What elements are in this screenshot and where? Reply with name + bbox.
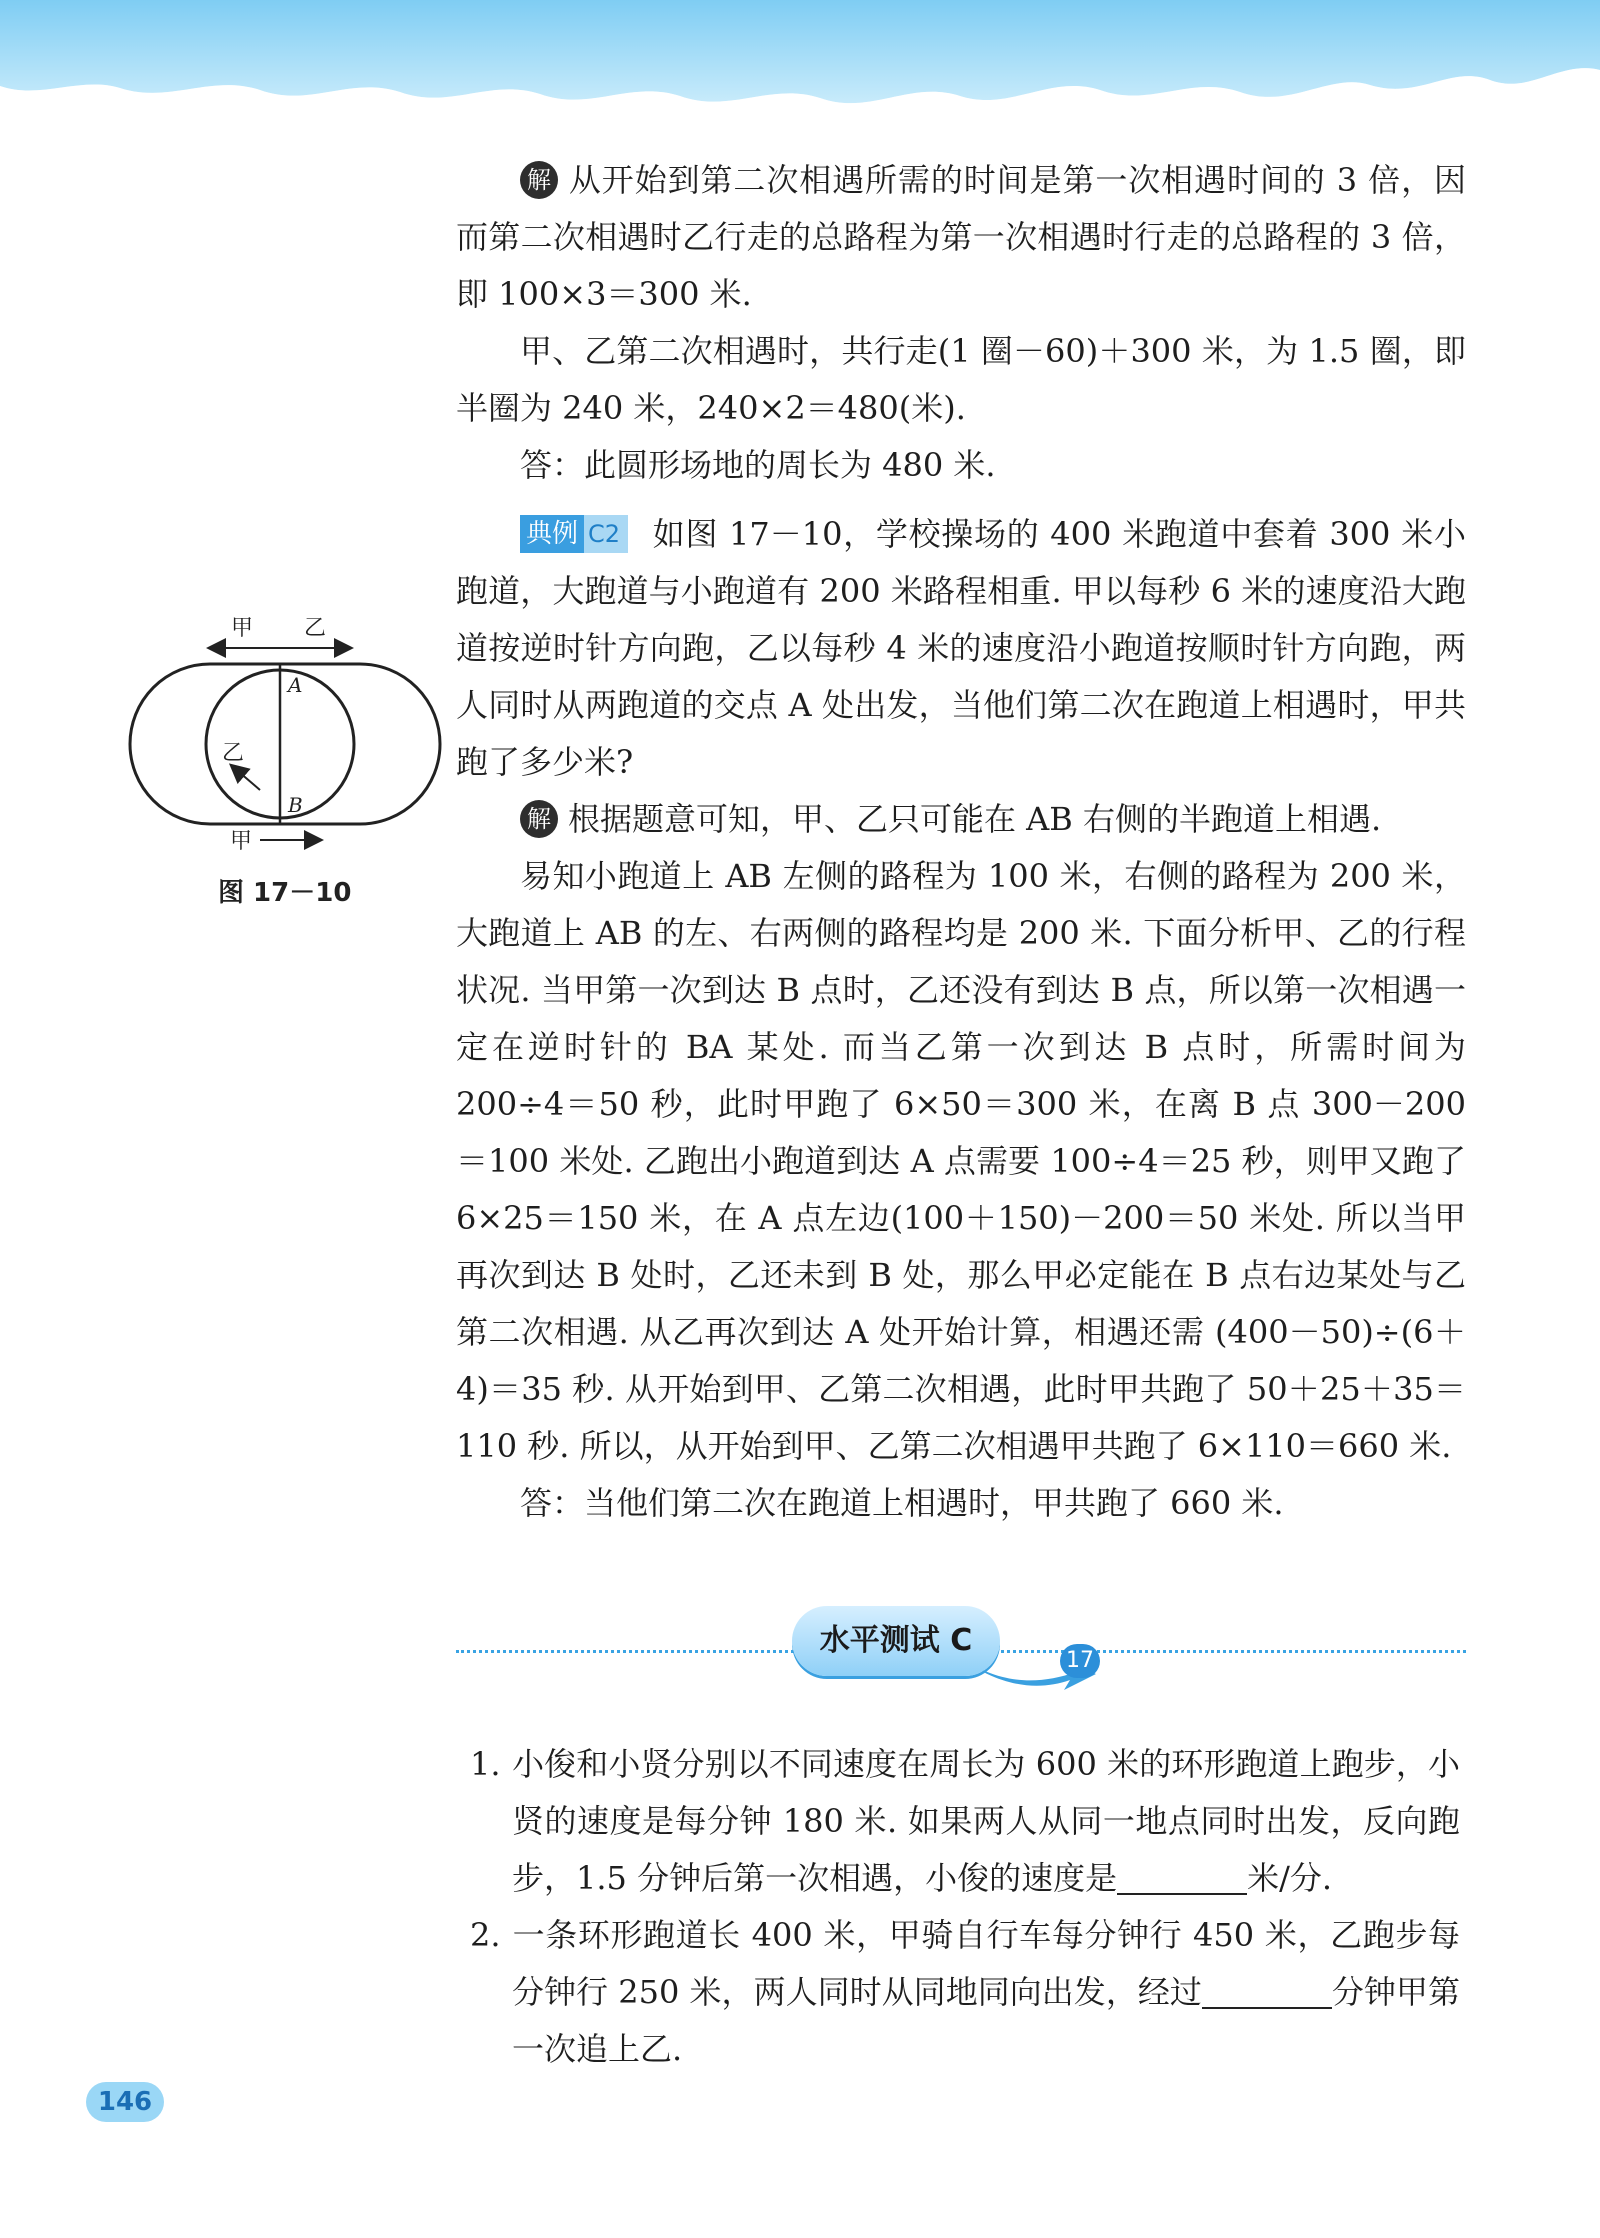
top-solution-answer: 答：此圆形场地的周长为 480 米. xyxy=(520,446,996,484)
main-content xyxy=(456,152,1466,1532)
example-label: 典例 xyxy=(520,515,584,553)
question-1-blank[interactable] xyxy=(1117,1863,1247,1895)
question-1-text: 小俊和小贤分别以不同速度在周长为 600 米的环形跑道上跑步，小贤的速度是每分钟 180 米. 如果两人从同一地点同时出发，反向跑步，1.5 分钟后第一次相遇，小俊的速度是 xyxy=(512,1745,1460,1897)
top-solution-p2: 甲、乙第二次相遇时，共行走(1 圈－60)＋300 米，为 1.5 圈，即半圈为 240 米，240×2＝480(米). xyxy=(456,332,1466,427)
arrow-yi-inner xyxy=(232,766,260,790)
question-2 xyxy=(470,1907,1460,2078)
solution-badge: 解 xyxy=(520,161,558,199)
question-2-text: 一条环形跑道长 400 米，甲骑自行车每分钟行 450 米，乙跑步每分钟行 250 米，两人同时从同地同向出发，经过 xyxy=(512,1916,1460,2011)
label-yi-inner: 乙 xyxy=(222,741,245,766)
example-solution-answer: 答：当他们第二次在跑道上相遇时，甲共跑了 660 米. xyxy=(520,1484,1284,1522)
label-jia-bottom: 甲 xyxy=(230,829,253,854)
example-text: 如图 17－10，学校操场的 400 米跑道中套着 300 米小跑道，大跑道与小跑道有 200 米路程相重. 甲以每秒 6 米的速度沿大跑道按逆时针方向跑，乙以每秒 4 米的速度沿小跑道按顺时针方向跑，两人同时从两跑道的交点 A 处出发，当他们第二次在跑道上相遇时，甲共跑了多少米? xyxy=(456,515,1466,781)
question-2-blank[interactable] xyxy=(1202,1977,1332,2009)
question-1-number: 1. xyxy=(470,1745,501,1783)
example-solution-p1-text: 根据题意可知，甲、乙只可能在 AB 右侧的半跑道上相遇. xyxy=(568,800,1382,838)
point-b: B xyxy=(288,793,303,817)
question-2-number: 2. xyxy=(470,1916,501,1954)
figure-caption: 图 17－10 xyxy=(218,878,352,908)
question-1 xyxy=(470,1736,1460,1907)
example-solution-p2: 易知小跑道上 AB 左侧的路程为 100 米，右侧的路程为 200 米，大跑道上 AB 的左、右两侧的路程均是 200 米. 下面分析甲、乙的行程状况. 当甲第一次到达 B 点时，乙还没有到达 B 点，所以第一次相遇一定在逆时针的 BA 某处. 而当乙第一次到达 B 点时，所需时间为 200÷4＝50 秒，此时甲跑了 6×50＝300 米，在离 B 点 300－200＝100 米处. 乙跑出小跑道到达 A 点需要 100÷4＝25 秒，则甲又跑了 6×25＝150 米，在 A 点左边(100＋150)－200＝50 米处. 所以当甲再次到达 B 处时，乙还未到 B 处，那么甲必定能在 B 点右边某处与乙第二次相遇. 从乙再次到达 A 处开始计算，相遇还需 (400－50)÷(6＋4)＝35 秒. 从开始到甲、乙第二次相遇，此时甲共跑了 50＋25＋35＝110 秒. 所以，从开始到甲、乙第二次相遇甲共跑了 6×110＝660 米. xyxy=(456,857,1466,1465)
example-solution-p1 xyxy=(456,791,1466,848)
big-track xyxy=(130,664,440,824)
questions-list xyxy=(470,1736,1460,2078)
top-solution-p1-text: 从开始到第二次相遇所需的时间是第一次相遇时间的 3 倍，因而第二次相遇时乙行走的总路程为第一次相遇时行走的总路程的 3 倍，即 100×3＝300 米. xyxy=(456,161,1466,313)
question-1-text-end: 米/分. xyxy=(1247,1859,1333,1897)
level-test-header xyxy=(456,1594,1466,1694)
solution-badge-2: 解 xyxy=(520,800,558,838)
track-diagram xyxy=(120,600,450,860)
page-number: 146 xyxy=(86,2082,164,2122)
sky-header-decoration xyxy=(0,0,1600,150)
example-code: C2 xyxy=(584,515,628,553)
label-jia-top: 甲 xyxy=(230,616,254,641)
label-yi-top: 乙 xyxy=(303,616,327,641)
level-test-title: 水平测试 C xyxy=(792,1606,1000,1676)
point-a: A xyxy=(288,673,303,697)
level-test-number: 17 xyxy=(1060,1644,1100,1678)
top-solution-p1 xyxy=(456,152,1466,323)
question-2-text-end: 分钟甲第一次追上乙. xyxy=(512,1973,1460,2068)
example-problem xyxy=(456,506,1466,791)
